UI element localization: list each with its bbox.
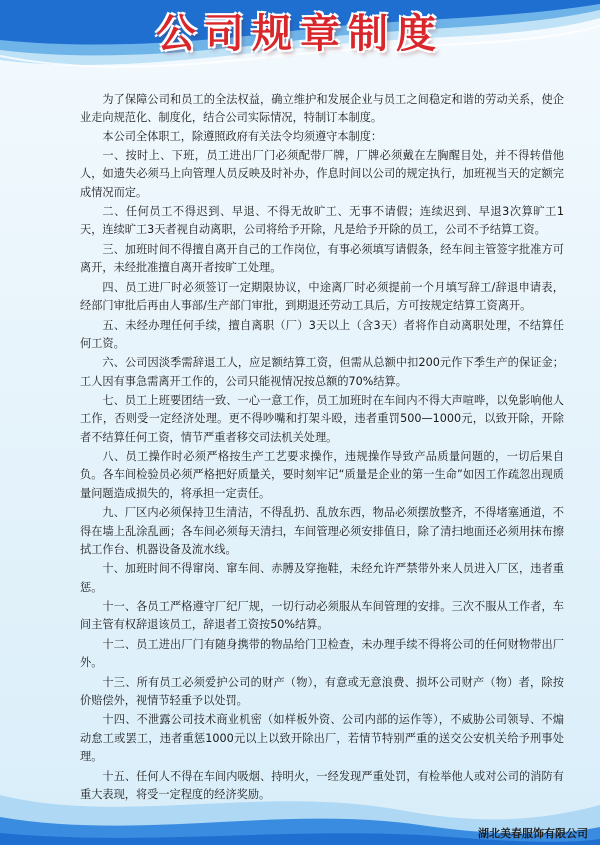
rule-7: 七、员工上班要团结一致、一心一意工作，员工加班时在车间内不得大声喧哗，以免影响他人工作，否则受一定经济处理。更不得吵嘴和打架斗殴，违者重罚500—1000元，以致开除，开除者不结算任何工资，情节严重者移交司法机关处理。 (80, 394, 564, 444)
rule-1: 一、按时上、下班，员工进出厂门必须配带厂牌，厂牌必须戴在左胸醒目处，并不得转借他人，如遗失必须马上向管理人员反映及时补办，作息时间以公司的规定执行，加班视当天的定额完成情况而定。 (80, 149, 564, 199)
rule-4: 四、员工进厂时必须签订一定期限协议，中途离厂时必须提前一个月填写辞工/辞退申请表，经部门审批后再由人事部/生产部门审批，到期退还劳动工具后，方可按规定结算工资离开。 (80, 280, 564, 313)
rule-3: 三、加班时间不得擅自离开自己的工作岗位，有事必须填写请假条，经车间主管签字批准方可离开，未经批准擅自离开者按旷工处理。 (80, 242, 564, 275)
rule-5: 五、未经办理任何手续，擅自离职（厂）3天以上（含3天）者将作自动离职处理，不结算任何工资。 (80, 318, 564, 350)
rule-14: 十四、不泄露公司技术商业机密（如样板外资、公司内部的运作等），不威胁公司领导、不煽动怠工或罢工，违者重惩1000元以上以致开除出厂，若情节特别严重的送交公安机关给予刑事处理。 (80, 713, 564, 764)
rule-11: 十一、各员工严格遵守厂纪厂规，一切行动必须服从车间管理的安排。三次不服从工作者，车间主管有权辞退该员工，辞退者工资按50%结算。 (80, 600, 564, 632)
company-name: 湖北美春服饰有限公司 (478, 827, 588, 840)
rule-10: 十、加班时间不得窜岗、窜车间、赤膊及穿拖鞋，未经允许严禁带外来人员进入厂区，违者重惩。 (80, 562, 564, 594)
rule-12: 十二、员工进出厂门有随身携带的物品给门卫检查，未办理手续不得将公司的任何财物带出厂外。 (80, 637, 564, 670)
rule-13: 十三、所有员工必须爱护公司的财产（物），有意或无意浪费、损坏公司财产（物）者，除按价赔偿外，视情节轻重予以处罚。 (80, 675, 564, 707)
regulations-body (80, 91, 564, 804)
rule-6: 六、公司因淡季需辞退工人，应足额结算工资，但需从总额中扣200元作下季生产的保证金；工人因有事急需离开工作的，公司只能视情况按总额的70%结算。 (80, 356, 564, 388)
rule-8: 八、员工操作时必须严格按生产工艺要求操作，违规操作导致产品质量问题的，一切后果自负。各车间检验员必须严格把好质量关，要时刻牢记“质量是企业的第一生命”如因工作疏忽出现质量问题造成损失的，将承担一定责任。 (80, 450, 564, 500)
rule-2: 二、任何员工不得迟到、早退、不得无故旷工、无事不请假；连续迟到、早退3次算旷工1天，连续旷工3天者视自动离职，公司将给予开除，凡是给予开除的员工，公司不予结算工资。 (80, 205, 564, 237)
rule-15: 十五、任何人不得在车间内吸烟、持明火，一经发现严重处罚，有检举他人或对公司的消防有重大表现，将受一定程度的经济奖励。 (80, 769, 564, 801)
scope-paragraph: 本公司全体职工，除遵照政府有关法令均须遵守本制度： (102, 129, 383, 143)
rule-9: 九、厂区内必须保持卫生清洁，不得乱扔、乱放东西，物品必须摆放整齐，不得堵塞通道，不得在墙上乱涂乱画；各车间必须每天清扫，车间管理必须安排值日，除了清扫地面还必须用抹布擦拭工作台、机器设备及流水线。 (80, 506, 564, 556)
intro-paragraph: 为了保障公司和员工的全法权益，确立维护和发展企业与员工之间稳定和谐的劳动关系，使企业走向规范化、制度化，结合公司实际情况，特制订本制度。 (80, 93, 564, 125)
page-title: 公司规章制度 (156, 11, 444, 57)
